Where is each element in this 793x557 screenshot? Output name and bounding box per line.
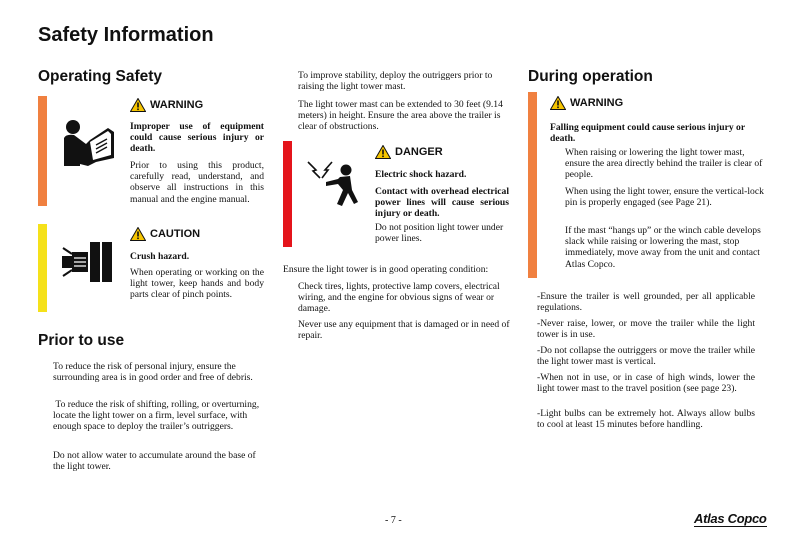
caution-label (130, 227, 200, 241)
during-warning-item: When using the light tower, ensure the vertical-lock pin is properly engaged (see Page 21). (565, 186, 764, 209)
during-warning-item: When raising or lowering the light tower mast, ensure the area directly behind the trailer is clear of people. (565, 147, 763, 181)
during-list-item: -Ensure the trailer is well grounded, per all applicable regulations. (537, 291, 755, 314)
danger-label (375, 145, 443, 159)
page-title: Safety Information (38, 24, 214, 46)
middle-paragraph-2: The light tower mast can be extended to 30 feet (9.14 meters) in height. Ensure the area above the trailer is clear of obstructions. (298, 99, 503, 133)
prior-paragraph: To reduce the risk of shifting, rolling, or overturning, locate the light tower on a firm, level surface, with enough space to deploy the trailer’s outriggers. (53, 399, 262, 433)
caution-bold-text: Crush hazard. (130, 251, 190, 262)
middle-paragraph-1: To improve stability, deploy the outriggers prior to raising the light tower mast. (298, 70, 493, 93)
danger-triangle-icon (375, 145, 391, 159)
warning-bar (38, 96, 47, 206)
during-list-item: -Do not collapse the outriggers or move the trailer while the light tower mast is vertical. (537, 345, 755, 368)
caution-label-text: CAUTION (150, 228, 201, 240)
never-paragraph: Never use any equipment that is damaged or in need of repair. (298, 319, 510, 342)
caution-bar (38, 224, 47, 312)
caution-triangle-icon (130, 227, 146, 241)
during-list-item: -Light bulbs can be extremely hot. Always allow bulbs to cool at least 15 minutes before handling. (537, 408, 755, 431)
during-warning-bold-text: Falling equipment could cause serious injury or death. (550, 122, 745, 145)
operating-safety-heading: Operating Safety (38, 68, 163, 85)
atlas-copco-logo: Atlas Copco (694, 511, 767, 526)
during-warning-triangle-icon (550, 96, 566, 110)
prior-to-use-heading: Prior to use (38, 332, 125, 349)
during-list-item: -Never raise, lower, or move the trailer while the light tower is in use. (537, 318, 755, 341)
read-manual-icon (60, 118, 116, 173)
warning-label (130, 98, 203, 112)
during-warning-label (550, 96, 623, 110)
during-list-item: -When not in use, or in case of high winds, lower the light tower mast to the travel position (see page 23). (537, 372, 755, 395)
danger-body-text: Do not position light tower under power lines. (375, 222, 504, 245)
warning-bold-text: Improper use of equipment could cause serious injury or death. (130, 121, 264, 155)
check-paragraph: Check tires, lights, protective lamp covers, electrical wiring, and the engine for obvious signs of wear or damage. (298, 281, 500, 315)
electric-shock-icon (306, 160, 368, 219)
during-warning-label-text: WARNING (570, 97, 624, 109)
danger-bold-text-1: Electric shock hazard. (375, 169, 467, 180)
during-warning-bar (528, 92, 537, 278)
prior-paragraph: Do not allow water to accumulate around the base of the light tower. (53, 450, 256, 473)
danger-label-text: DANGER (395, 146, 443, 158)
prior-paragraph: To reduce the risk of personal injury, ensure the surrounding area is in good order and free of debris. (53, 361, 253, 384)
danger-bold-text-2: Contact with overhead electrical power lines will cause serious injury or death. (375, 186, 509, 220)
page-number: - 7 - (385, 515, 402, 526)
warning-label-text: WARNING (150, 99, 204, 111)
condition-intro: Ensure the light tower is in good operating condition: (283, 264, 489, 275)
crush-hazard-icon (60, 240, 116, 289)
warning-body-text: Prior to using this product, carefully read, understand, and observe all instructions in this manual and the engine manual. (130, 160, 264, 205)
caution-body-text: When operating or working on the light tower, keep hands and body parts clear of pinch points. (130, 267, 264, 301)
warning-triangle-icon (130, 98, 146, 112)
during-operation-heading: During operation (528, 68, 653, 85)
danger-bar (283, 141, 292, 247)
during-warning-item: If the mast “hangs up” or the winch cable develops slack while raising or lowering the mast, stop immediately, move away from the unit and contact Atlas Copco. (565, 225, 761, 270)
